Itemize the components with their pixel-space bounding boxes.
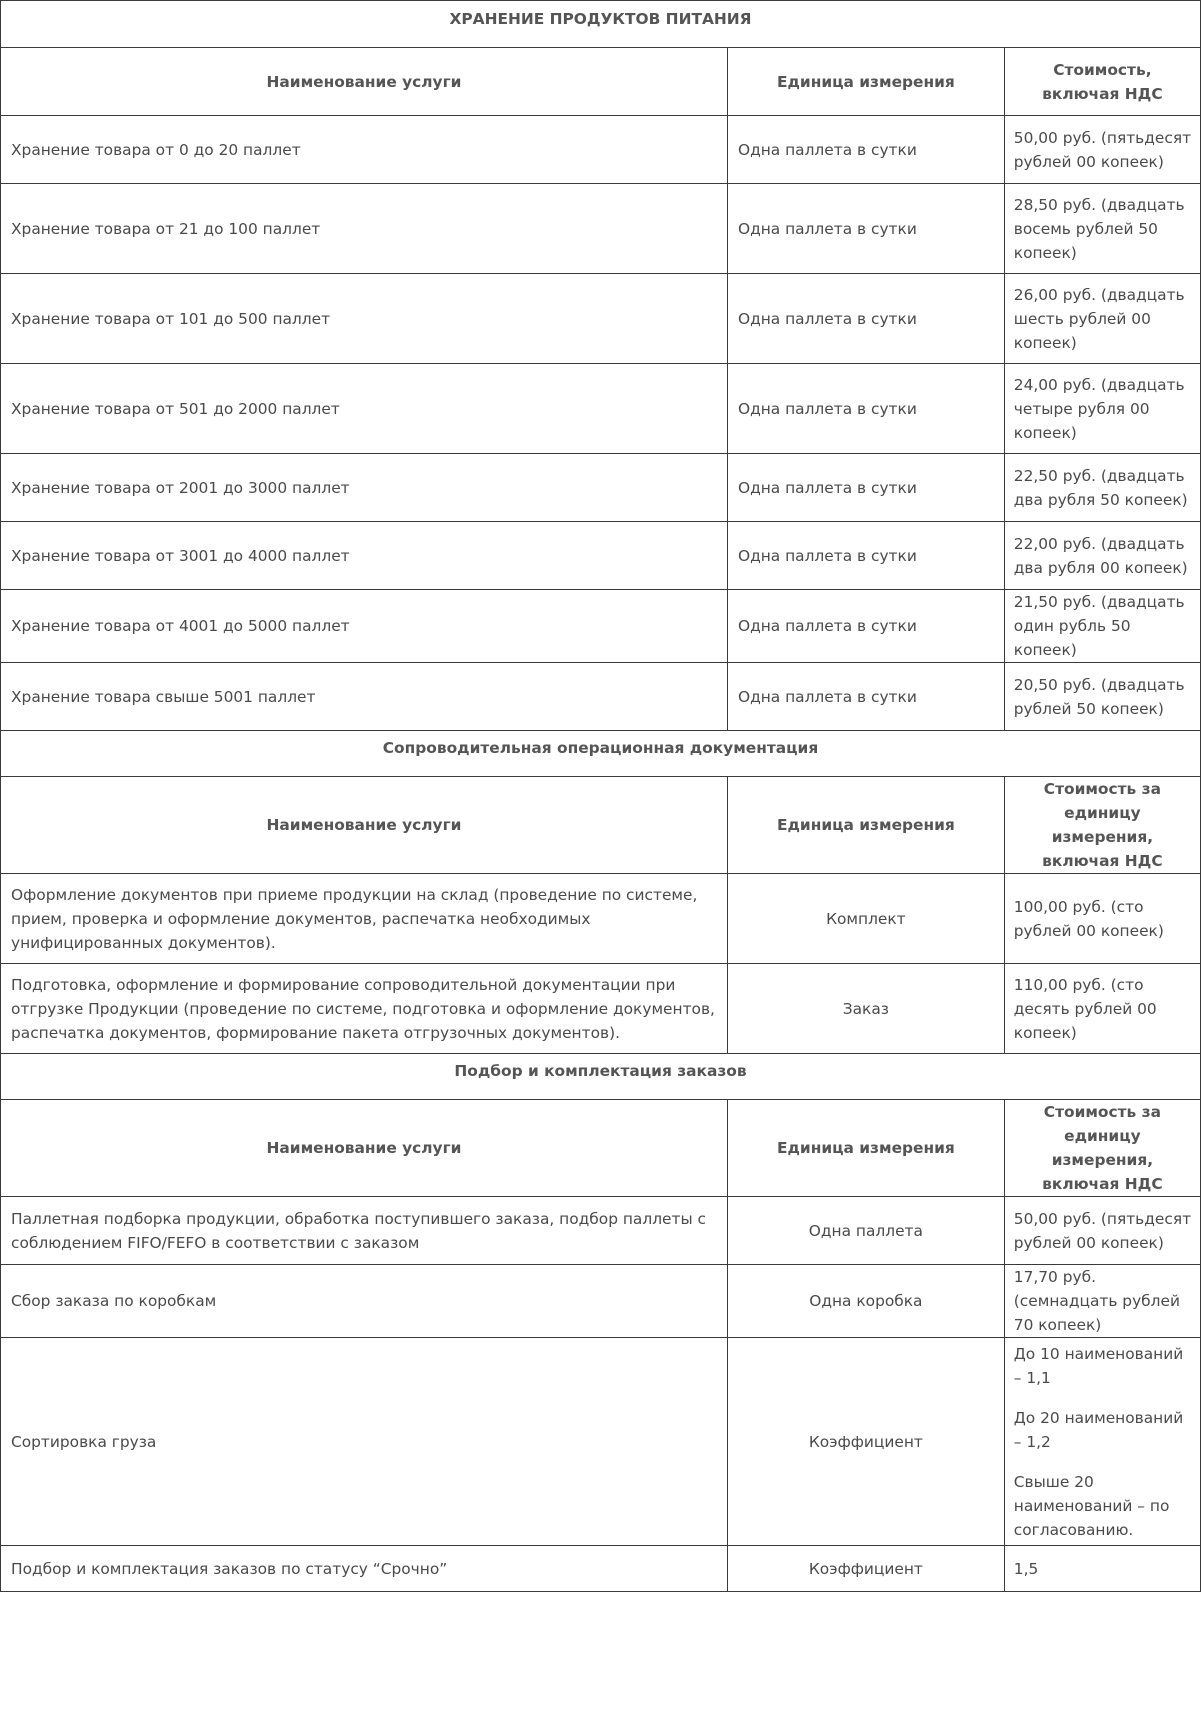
price-cell: 20,50 руб. (двадцать рублей 50 копеек) <box>1004 663 1200 731</box>
unit-cell: Коэффициент <box>727 1546 1004 1592</box>
price-cell: 21,50 руб. (двадцать один рубль 50 копеек) <box>1004 590 1200 663</box>
price-line: Свыше 20 наименований – по согласованию. <box>1013 1472 1170 1539</box>
table-row <box>1 364 1201 454</box>
price-line: До 10 наименований – 1,1 <box>1013 1344 1184 1387</box>
service-cell: Сбор заказа по коробкам <box>1 1265 728 1338</box>
price-cell: 100,00 руб. (сто рублей 00 копеек) <box>1004 874 1200 964</box>
header-unit: Единица измерения <box>727 777 1004 874</box>
unit-cell: Заказ <box>727 964 1004 1054</box>
unit-cell: Одна паллета в сутки <box>727 274 1004 364</box>
header-price: Стоимость за единицу измерения, включая НДС <box>1004 1100 1200 1197</box>
price-cell: 50,00 руб. (пятьдесят рублей 00 копеек) <box>1004 1197 1200 1265</box>
unit-cell: Одна паллета в сутки <box>727 184 1004 274</box>
table-row <box>1 116 1201 184</box>
price-cell <box>1004 1338 1200 1546</box>
price-line: До 20 наименований – 1,2 <box>1013 1408 1184 1451</box>
service-cell: Хранение товара от 0 до 20 паллет <box>1 116 728 184</box>
table-row <box>1 274 1201 364</box>
service-cell: Подготовка, оформление и формирование сопроводительной документации при отгрузке Продукции (проведение по системе, подготовка и оформление документов, распечатка документов, формирование пакета отгрузочных документов). <box>1 964 728 1054</box>
service-cell: Хранение товара от 2001 до 3000 паллет <box>1 454 728 522</box>
table-row <box>1 874 1201 964</box>
header-price: Стоимость, включая НДС <box>1004 48 1200 116</box>
service-cell: Сортировка груза <box>1 1338 728 1546</box>
unit-cell: Одна паллета в сутки <box>727 663 1004 731</box>
table-row <box>1 663 1201 731</box>
header-unit: Единица измерения <box>727 48 1004 116</box>
price-cell: 28,50 руб. (двадцать восемь рублей 50 копеек) <box>1004 184 1200 274</box>
table-row <box>1 964 1201 1054</box>
page-title: ХРАНЕНИЕ ПРОДУКТОВ ПИТАНИЯ <box>1 1 1201 48</box>
service-cell: Хранение товара от 501 до 2000 паллет <box>1 364 728 454</box>
service-cell: Оформление документов при приеме продукции на склад (проведение по системе, прием, проверка и оформление документов, распечатка необходимых унифицированных документов). <box>1 874 728 964</box>
table-row <box>1 1265 1201 1338</box>
header-unit: Единица измерения <box>727 1100 1004 1197</box>
price-cell: 17,70 руб. (семнадцать рублей 70 копеек) <box>1004 1265 1200 1338</box>
service-cell: Хранение товара свыше 5001 паллет <box>1 663 728 731</box>
price-cell: 26,00 руб. (двадцать шесть рублей 00 копеек) <box>1004 274 1200 364</box>
table-row <box>1 1546 1201 1592</box>
price-cell: 110,00 руб. (сто десять рублей 00 копеек) <box>1004 964 1200 1054</box>
price-cell: 50,00 руб. (пятьдесят рублей 00 копеек) <box>1004 116 1200 184</box>
header-price: Стоимость за единицу измерения, включая НДС <box>1004 777 1200 874</box>
price-cell: 24,00 руб. (двадцать четыре рубля 00 копеек) <box>1004 364 1200 454</box>
storage-header-row <box>1 48 1201 116</box>
service-cell: Паллетная подборка продукции, обработка поступившего заказа, подбор паллеты с соблюдением FIFO/FEFO в соответствии с заказом <box>1 1197 728 1265</box>
table-row <box>1 184 1201 274</box>
header-service: Наименование услуги <box>1 48 728 116</box>
section-title-row <box>1 1054 1201 1100</box>
section-title-picking: Подбор и комплектация заказов <box>1 1054 1201 1100</box>
table-row <box>1 522 1201 590</box>
header-service: Наименование услуги <box>1 777 728 874</box>
picking-header-row <box>1 1100 1201 1197</box>
title-row <box>1 1 1201 48</box>
table-row <box>1 590 1201 663</box>
service-cell: Хранение товара от 3001 до 4000 паллет <box>1 522 728 590</box>
unit-cell: Одна паллета в сутки <box>727 522 1004 590</box>
unit-cell: Одна паллета в сутки <box>727 590 1004 663</box>
table-row <box>1 454 1201 522</box>
docs-header-row <box>1 777 1201 874</box>
price-cell: 1,5 <box>1004 1546 1200 1592</box>
unit-cell: Одна паллета в сутки <box>727 116 1004 184</box>
service-cell: Хранение товара от 4001 до 5000 паллет <box>1 590 728 663</box>
section-title-row <box>1 731 1201 777</box>
header-service: Наименование услуги <box>1 1100 728 1197</box>
unit-cell: Одна паллета в сутки <box>727 364 1004 454</box>
service-cell: Хранение товара от 101 до 500 паллет <box>1 274 728 364</box>
table-row <box>1 1338 1201 1546</box>
unit-cell: Одна паллета в сутки <box>727 454 1004 522</box>
unit-cell: Одна паллета <box>727 1197 1004 1265</box>
service-cell: Подбор и комплектация заказов по статусу “Срочно” <box>1 1546 728 1592</box>
unit-cell: Коэффициент <box>727 1338 1004 1546</box>
price-cell: 22,50 руб. (двадцать два рубля 50 копеек) <box>1004 454 1200 522</box>
service-cell: Хранение товара от 21 до 100 паллет <box>1 184 728 274</box>
section-title-docs: Сопроводительная операционная документация <box>1 731 1201 777</box>
price-cell: 22,00 руб. (двадцать два рубля 00 копеек) <box>1004 522 1200 590</box>
unit-cell: Одна коробка <box>727 1265 1004 1338</box>
table-row <box>1 1197 1201 1265</box>
unit-cell: Комплект <box>727 874 1004 964</box>
